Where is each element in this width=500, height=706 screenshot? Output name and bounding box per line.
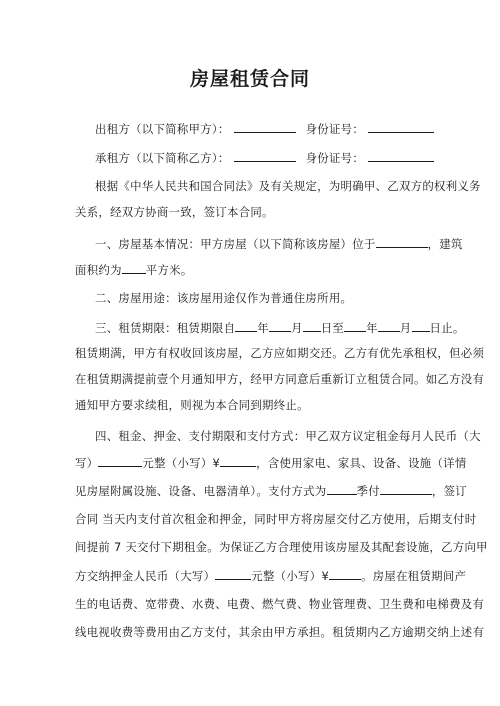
lessee-id-blank[interactable] bbox=[368, 150, 434, 162]
lessor-id-label: 身份证号： bbox=[305, 122, 365, 136]
area-blank[interactable] bbox=[122, 262, 146, 274]
rent-upper-label: 写） bbox=[75, 456, 99, 470]
rent-includes-text: ，含使用家电、家具、设备、设施（详情 bbox=[256, 456, 467, 470]
section-4-line-7: 生的电话费、宽带费、水费、电费、燃气费、物业管理费、卫生费和电梯费及有 bbox=[75, 597, 485, 611]
rent-lower-label: 元整（小写）¥ bbox=[142, 456, 221, 470]
lessor-name-blank[interactable] bbox=[234, 121, 296, 133]
deposit-upper-blank[interactable] bbox=[215, 568, 251, 580]
term-label: 三、租赁期限：租赁期限自 bbox=[95, 321, 236, 335]
section-3-line-4: 通知甲方要求续租，则视为本合同到期终止。 bbox=[75, 398, 309, 412]
intro-line-1: 根据《中华人民共和国合同法》及有关规定，为明确甲、乙双方的权利义务 bbox=[95, 179, 481, 193]
end-year-blank[interactable] bbox=[344, 320, 366, 332]
month-label: 月 bbox=[399, 321, 412, 335]
intro-line-2: 关系，经双方协商一致，签订本合同。 bbox=[75, 205, 274, 219]
location-blank[interactable] bbox=[376, 236, 428, 248]
lessor-label: 出租方（以下简称甲方）： bbox=[95, 122, 230, 136]
section-4-line-1: 四、租金、押金、支付期限和支付方式：甲乙双方议定租金每月人民币（大 bbox=[95, 429, 481, 443]
deposit-after-text: 。房屋在租赁期间产 bbox=[361, 569, 467, 583]
payment-method-blank[interactable] bbox=[327, 483, 357, 495]
deposit-upper-label: 方交纳押金人民币（大写） bbox=[75, 569, 216, 583]
lessor-id-blank[interactable] bbox=[368, 121, 434, 133]
section-4-line-6 bbox=[75, 568, 466, 583]
area-label: 面积约为 bbox=[75, 263, 122, 277]
sign-label: ，签订 bbox=[431, 484, 467, 498]
year-label: 年 bbox=[366, 321, 378, 335]
section-3-line-3: 在租赁期满提前壹个月通知甲方，经甲方同意后重新订立租赁合同。如乙方没有 bbox=[75, 372, 485, 386]
lessee-label: 承租方（以下简称乙方）： bbox=[95, 151, 230, 165]
lessee-id-label: 身份证号： bbox=[305, 151, 365, 165]
section-3-line-1 bbox=[95, 320, 465, 335]
year-label: 年 bbox=[257, 321, 269, 335]
payment-method-label: 见房屋附属设施、设备、电器清单）。支付方式为 bbox=[75, 484, 327, 498]
quarterly-label: 季付 bbox=[356, 484, 380, 498]
section-4-line-3 bbox=[75, 483, 467, 498]
section-1-text-b: ，建筑 bbox=[427, 237, 463, 251]
section-2-line: 二、房屋用途：该房屋用途仅作为普通住房所用。 bbox=[95, 291, 353, 305]
section-1-line-2 bbox=[75, 262, 193, 277]
area-unit: 平方米。 bbox=[145, 263, 193, 277]
month-label: 月 bbox=[291, 321, 303, 335]
lessee-name-blank[interactable] bbox=[234, 150, 296, 162]
end-day-blank[interactable] bbox=[412, 320, 430, 332]
lessee-line bbox=[95, 150, 434, 165]
deposit-lower-blank[interactable] bbox=[329, 568, 361, 580]
section-4-line-5: 间提前 7 天交付下期租金。为保证乙方合理使用该房屋及其配套设施，乙方向甲 bbox=[75, 540, 488, 554]
section-4-line-2 bbox=[75, 455, 467, 470]
start-year-blank[interactable] bbox=[235, 320, 257, 332]
section-4-line-8: 线电视收费等费用由乙方支付，其余由甲方承担。租赁期内乙方逾期交纳上述有 bbox=[75, 625, 485, 639]
rent-upper-blank[interactable] bbox=[98, 455, 142, 467]
page-title: 房屋租赁合同 bbox=[189, 68, 310, 90]
start-month-blank[interactable] bbox=[269, 320, 291, 332]
deposit-lower-label: 元整（小写）¥ bbox=[251, 569, 329, 583]
section-4-line-4: 合同 当天内支付首次租金和押金，同时甲方将房屋交付乙方使用，后期支付时 bbox=[75, 512, 477, 526]
end-label: 日止。 bbox=[429, 321, 465, 335]
lessor-line bbox=[95, 121, 434, 136]
rent-lower-blank[interactable] bbox=[220, 455, 256, 467]
section-1-text: 一、房屋基本情况：甲方房屋（以下简称该房屋）位于 bbox=[95, 237, 376, 251]
until-label: 日至 bbox=[320, 321, 345, 335]
end-month-blank[interactable] bbox=[378, 320, 400, 332]
section-1-line-1 bbox=[95, 236, 463, 251]
section-3-line-2: 租赁期满，甲方有权收回该房屋，乙方应如期交还。乙方有优先承租权，但必须 bbox=[75, 346, 485, 360]
start-day-blank[interactable] bbox=[303, 320, 321, 332]
quarterly-blank[interactable] bbox=[380, 483, 432, 495]
